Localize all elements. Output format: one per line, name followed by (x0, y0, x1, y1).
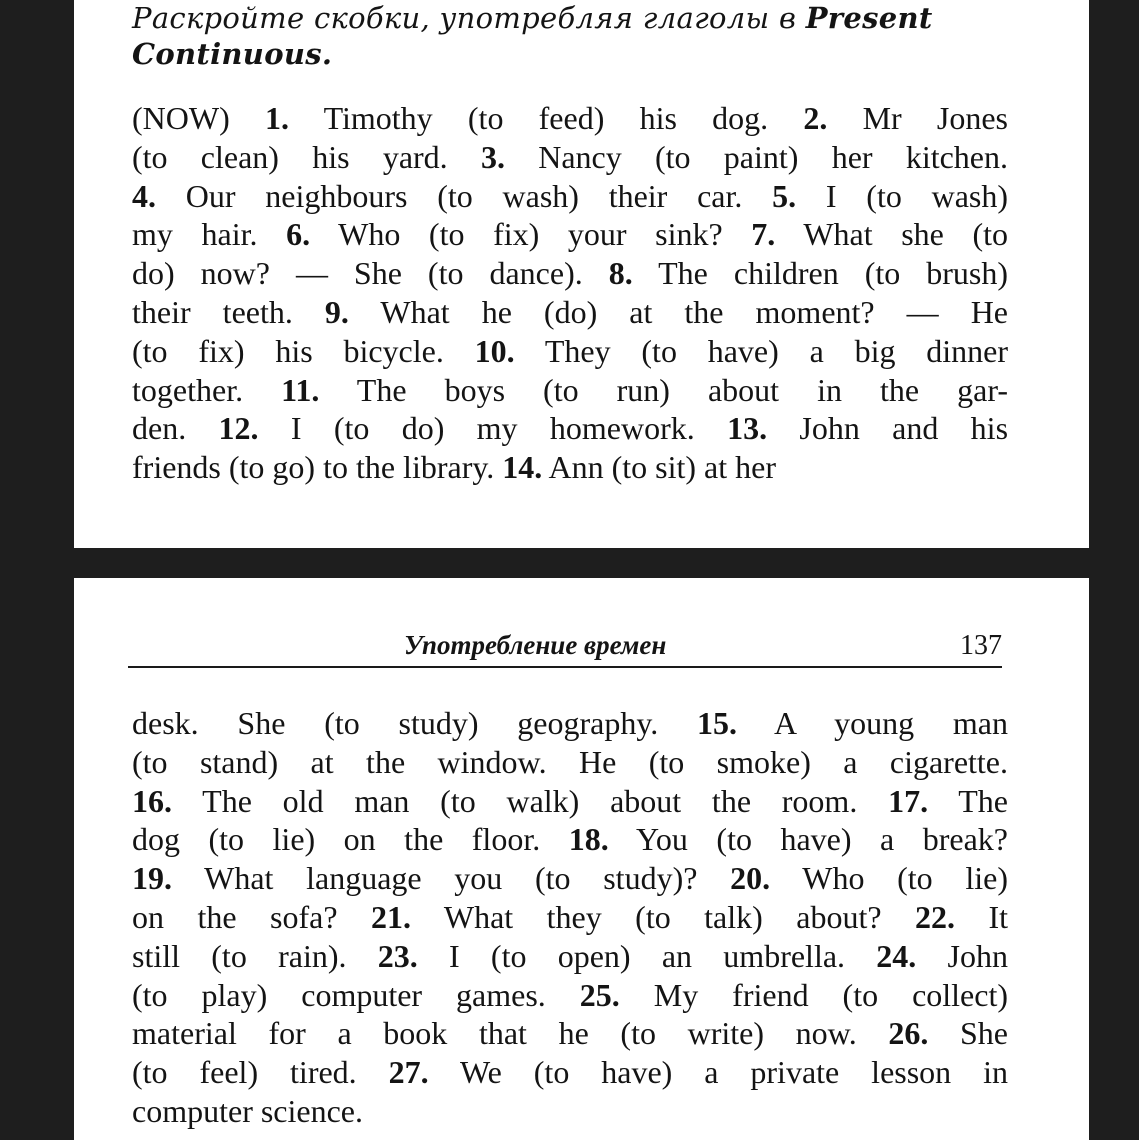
item-number: 3. (480, 138, 505, 175)
item-number: 27. (388, 1054, 429, 1091)
text-line (132, 332, 1008, 371)
sentence-text: den. (132, 410, 219, 447)
sentence-text: It (955, 898, 1009, 935)
item-number: 2. (803, 100, 828, 136)
text-line (132, 254, 1008, 293)
item-number: 10. (474, 332, 515, 369)
text-line (132, 177, 1008, 216)
sentence-text: on the sofa? (132, 898, 371, 935)
text-line (132, 1014, 1008, 1053)
sentence-text: (to play) computer games. (132, 976, 580, 1013)
text-line (132, 743, 1008, 782)
sentence-text: my hair. (132, 216, 287, 253)
item-number: 12. (218, 410, 259, 447)
running-head (128, 630, 1002, 668)
sentence-text: Ann (to sit) at her (542, 449, 776, 486)
sentence-text: (to stand) at the window. He (to smoke) a cigarette. (132, 743, 1008, 780)
text-line (132, 138, 1008, 177)
item-number: 16. (132, 782, 172, 819)
sentence-text: The children (to brush) (632, 255, 1009, 292)
sentence-text: together. (132, 371, 282, 408)
item-number: 23. (377, 937, 418, 974)
sentence-text: The old man (to walk) about the room. (172, 782, 889, 819)
text-line (132, 820, 1008, 859)
text-line (132, 448, 1008, 487)
sentence-text: John (916, 937, 1009, 974)
item-number: 19. (132, 860, 172, 897)
item-number: 25. (579, 976, 620, 1013)
sentence-text: They (to have) a big dinner (514, 332, 1008, 369)
instruction-text: Раскройте скобки, употребляя глаголы в (132, 1, 806, 35)
sentence-text: Our neighbours (to wash) their car. (156, 177, 773, 214)
sentence-text: computer science. (132, 1092, 363, 1129)
item-number: 13. (727, 410, 768, 447)
item-number: 15. (697, 705, 738, 741)
item-number: 24. (876, 937, 917, 974)
item-number: 8. (608, 255, 633, 292)
item-number: 11. (281, 371, 320, 408)
sentence-text: Who (to lie) (770, 860, 1009, 897)
text-line (132, 293, 1008, 332)
running-head-title: Употребление времен (404, 630, 667, 660)
item-number: 17. (888, 782, 929, 819)
sentence-text: their teeth. (132, 293, 325, 330)
page-number: 137 (960, 630, 1002, 661)
sentence-text: I (to wash) (796, 177, 1008, 214)
item-number: 5. (772, 177, 797, 214)
text-line (132, 99, 1008, 138)
text-line (132, 937, 1008, 976)
text-line (132, 409, 1008, 448)
sentence-text: We (to have) a private lesson in (428, 1054, 1009, 1091)
sentence-text: (to feel) tired. (132, 1054, 389, 1091)
item-number: 7. (751, 216, 776, 253)
sentence-text: Timothy (to feed) his dog. (288, 100, 804, 136)
text-line (132, 704, 1008, 743)
item-number: 14. (502, 449, 543, 486)
sentence-text: friends (to go) to the library. (132, 449, 503, 486)
exercise-instruction (132, 0, 1012, 72)
text-line (132, 859, 1008, 898)
instruction-tense-word-2: Continuous. (132, 37, 333, 71)
exercise-text-top (132, 99, 1008, 487)
text-line (132, 782, 1008, 821)
instruction-tense-word-1: Present (805, 1, 933, 35)
sentence-text: I (to open) an umbrella. (417, 937, 877, 974)
sentence-text: (to fix) his bicycle. (132, 332, 475, 369)
text-line (132, 1053, 1008, 1092)
item-number: 18. (568, 821, 609, 858)
sentence-text: What she (to (775, 216, 1009, 253)
sentence-text: Who (to fix) your sink? (310, 216, 752, 253)
sentence-text: You (to have) a break? (608, 821, 1009, 858)
sentence-text: material for a book that he (to write) now. (132, 1015, 889, 1052)
sentence-text: The (928, 782, 1009, 819)
item-number: 4. (132, 177, 156, 214)
sentence-text: The boys (to run) about in the gar- (319, 371, 1009, 408)
sentence-text: What he (do) at the moment? — He (348, 293, 1009, 330)
sentence-text: desk. She (to study) geography. (132, 705, 698, 741)
page-top-fragment (74, 0, 1089, 548)
text-line (132, 976, 1008, 1015)
text-line (132, 215, 1008, 254)
text-line (132, 1092, 1008, 1131)
sentence-text: What language you (to study)? (172, 860, 731, 897)
text-line (132, 371, 1008, 410)
sentence-text: John and his (767, 410, 1009, 447)
item-number: 21. (370, 898, 411, 935)
sentence-text: still (to rain). (132, 937, 378, 974)
sentence-text: (to clean) his yard. (132, 138, 481, 175)
item-number: 20. (730, 860, 771, 897)
sentence-text: My friend (to collect) (619, 976, 1009, 1013)
item-number: 1. (264, 100, 289, 136)
sentence-text: What they (to talk) about? (410, 898, 916, 935)
sentence-text: do) now? — She (to dance). (132, 255, 609, 292)
page-bottom-fragment (74, 578, 1089, 1140)
sentence-text: A young man (737, 705, 1009, 741)
sentence-text: She (928, 1015, 1009, 1052)
item-number: 6. (286, 216, 311, 253)
sentence-text: I (to do) my homework. (258, 410, 728, 447)
item-number: 22. (915, 898, 956, 935)
sentence-text: Nancy (to paint) her kitchen. (504, 138, 1009, 175)
item-number: 26. (888, 1015, 929, 1052)
sentence-text: dog (to lie) on the floor. (132, 821, 569, 858)
sentence-text: Mr Jones (827, 100, 1009, 136)
text-line (132, 898, 1008, 937)
item-number: 9. (324, 293, 349, 330)
exercise-text-bottom (132, 704, 1008, 1131)
sentence-text: (NOW) (132, 100, 265, 136)
